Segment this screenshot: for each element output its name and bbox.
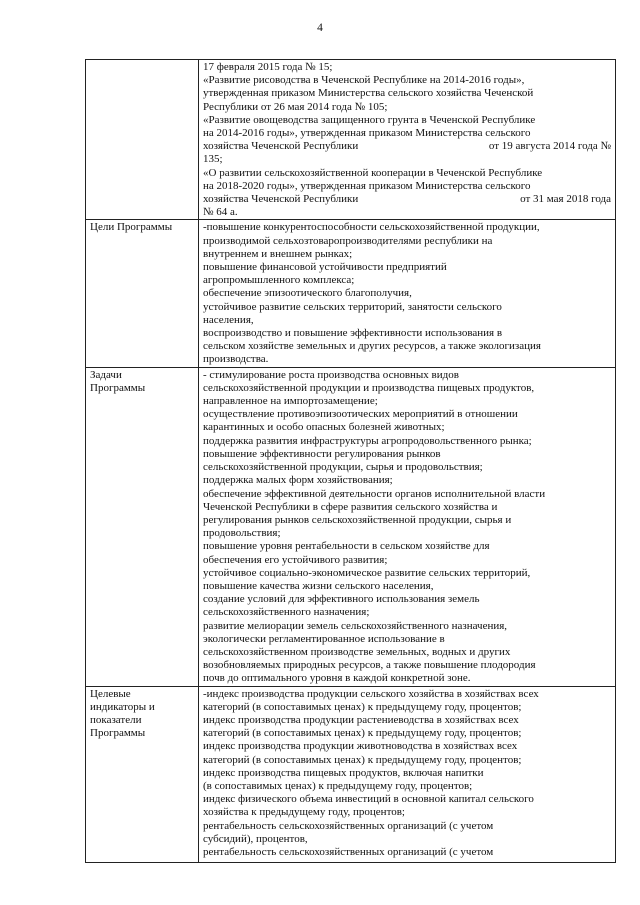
row-label-cell (86, 220, 199, 367)
row-label-line: индикаторы и (90, 700, 155, 713)
text-line (203, 193, 611, 206)
text-line: -повышение конкурентоспособности сельскохозяйственной продукции, (203, 221, 540, 234)
text-line: (в сопоставимых ценах) к предыдущему году, процентов; (203, 779, 473, 792)
text-line: рентабельность сельскохозяйственных организаций (с учетом (203, 845, 494, 858)
table-row (86, 367, 616, 686)
row-label-line: показатели (90, 713, 142, 726)
text-line: воспроизводство и повышение эффективности использования в (203, 327, 503, 340)
text-line: - стимулирование роста производства основных видов (203, 368, 459, 381)
text-line: сельскохозяйственной продукции, сырья и продовольствия; (203, 461, 483, 474)
text-line: возобновляемых природных ресурсов, а также повышение плодородия (203, 659, 536, 672)
text-line: «О развитии сельскохозяйственной кооперации в Чеченской Республике (203, 166, 543, 179)
text-line: на 2014-2016 годы», утвержденная приказом Министерства сельского (203, 127, 531, 140)
text-line: поддержка развития инфраструктуры агропродовольственного рынка; (203, 434, 532, 447)
row-content-cell (199, 686, 616, 862)
row-label-line: Целевые (90, 687, 131, 700)
text-line: индекс производства продукции животноводства в хозяйствах всех (203, 740, 518, 753)
row-label-cell (86, 60, 199, 220)
row-content-cell (199, 367, 616, 686)
text-line: продовольствия; (203, 527, 281, 540)
text-line: осуществление противоэпизоотических мероприятий в отношении (203, 408, 518, 421)
row-content-cell (199, 220, 616, 367)
text-line: регулирования рынков сельскохозяйственной продукции, сырья и (203, 513, 512, 526)
text-line: хозяйства к предыдущему году, процентов; (203, 806, 405, 819)
program-passport-table (85, 59, 616, 863)
text-line: сельскохозяйственном производстве земельных, водных и других (203, 645, 511, 658)
row-label-line: Программы (90, 727, 146, 740)
text-line: на 2018-2020 годы», утвержденная приказом Министерства сельского (203, 179, 531, 192)
text-line: производства. (203, 353, 269, 366)
text-segment: от 31 мая 2018 года (520, 193, 611, 206)
text-line: Республики от 26 мая 2014 года № 105; (203, 100, 388, 113)
row-label-cell (86, 367, 199, 686)
text-line: «Развитие овощеводства защищенного грунта в Чеченской Республике (203, 113, 536, 126)
text-line: категорий (в сопоставимых ценах) к предыдущему году, процентов; (203, 700, 522, 713)
text-line: субсидий), процентов, (203, 832, 308, 845)
text-segment: хозяйства Чеченской Республики (203, 193, 359, 206)
text-line: развитие мелиорации земель сельскохозяйственного назначения, (203, 619, 508, 632)
text-line: «Развитие рисоводства в Чеченской Республике на 2014-2016 годы», (203, 74, 525, 87)
text-line: категорий (в сопоставимых ценах) к предыдущему году, процентов; (203, 727, 522, 740)
text-line: почв до оптимального уровня в каждой конкретной зоне. (203, 672, 471, 685)
text-line: индекс производства продукции растениеводства в хозяйствах всех (203, 713, 519, 726)
text-segment: хозяйства Чеченской Республики (203, 140, 359, 153)
text-line: производимой сельхозтоваропроизводителями республики на (203, 234, 493, 247)
page-number: 4 (317, 22, 323, 34)
text-segment: от 19 августа 2014 года № (488, 140, 611, 153)
text-line: 135; (203, 153, 223, 166)
text-line: -индекс производства продукции сельского хозяйства в хозяйствах всех (203, 687, 539, 700)
text-line: повышение уровня рентабельности в сельском хозяйстве для (203, 540, 490, 553)
table-row (86, 60, 616, 220)
text-line: № 64 а. (203, 206, 238, 219)
row-content-cell (199, 60, 616, 220)
text-line: агропромышленного комплекса; (203, 274, 355, 287)
text-line (203, 140, 611, 153)
text-line: обеспечения его устойчивого развития; (203, 553, 388, 566)
text-line: внутреннем и внешнем рынках; (203, 247, 353, 260)
text-line: поддержка малых форм хозяйствования; (203, 474, 393, 487)
text-line: обеспечение эпизоотического благополучия, (203, 287, 412, 300)
text-line: сельском хозяйстве земельных и других ресурсов, а также экологизация (203, 340, 541, 353)
text-line: сельскохозяйственной продукции и производства пищевых продуктов, (203, 381, 535, 394)
text-line: устойчивое социально-экономическое развитие сельских территорий, (203, 566, 531, 579)
text-line: создание условий для эффективного использования земель (203, 593, 480, 606)
text-line: индекс производства пищевых продуктов, включая напитки (203, 766, 484, 779)
text-line: повышение качества жизни сельского населения, (203, 579, 434, 592)
text-line: утвержденная приказом Министерства сельского хозяйства Чеченской (203, 87, 534, 100)
text-line: Чеченской Республики в сфере развития сельского хозяйства и (203, 500, 498, 513)
table-row (86, 220, 616, 367)
text-line: карантинных и особо опасных болезней животных; (203, 421, 445, 434)
table-row (86, 686, 616, 862)
text-line: 17 февраля 2015 года № 15; (203, 61, 333, 73)
text-line: направленное на импортозамещение; (203, 395, 378, 408)
text-line: сельскохозяйственного назначения; (203, 606, 370, 619)
row-label-line: Программы (90, 381, 146, 394)
text-line: устойчивое развитие сельских территорий, занятости сельского (203, 300, 502, 313)
text-line: повышение эффективности регулирования рынков (203, 447, 441, 460)
text-line: обеспечение эффективной деятельности органов исполнительной власти (203, 487, 546, 500)
text-line: индекс физического объема инвестиций в основной капитал сельского (203, 793, 534, 806)
row-label-line: Цели Программы (90, 221, 173, 234)
text-line: экологически регламентированное использование в (203, 632, 445, 645)
text-line: повышение финансовой устойчивости предприятий (203, 261, 447, 274)
row-label-line: Задачи (90, 368, 122, 381)
text-line: населения, (203, 313, 254, 326)
row-label-cell (86, 686, 199, 862)
text-line: категорий (в сопоставимых ценах) к предыдущему году, процентов; (203, 753, 522, 766)
text-line: рентабельность сельскохозяйственных организаций (с учетом (203, 819, 494, 832)
